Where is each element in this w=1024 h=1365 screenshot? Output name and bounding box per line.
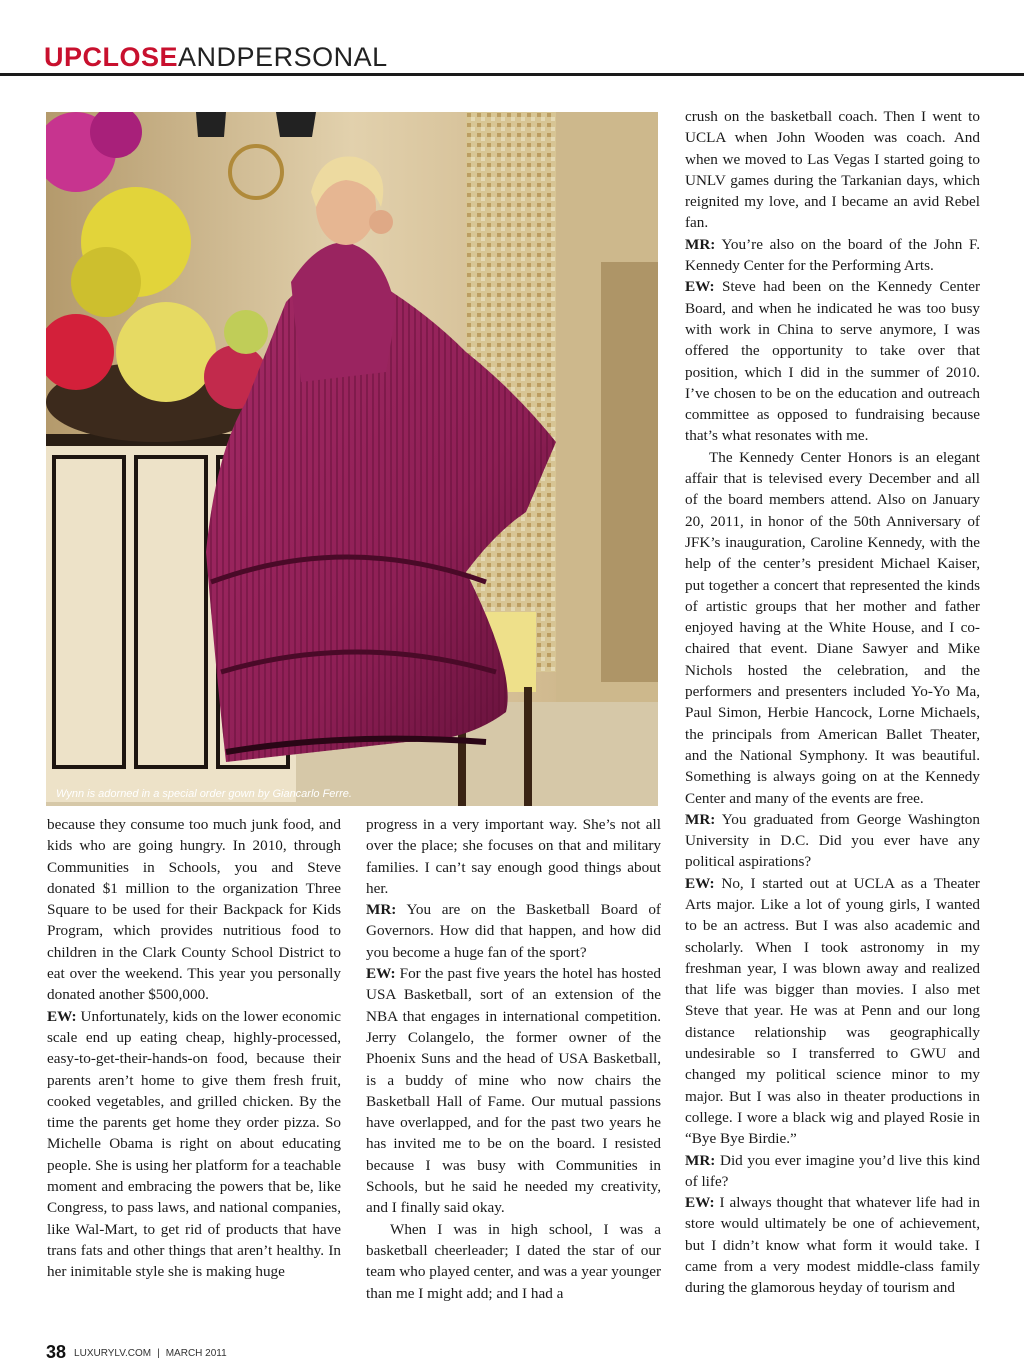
speaker-text: No, I started out at UCLA as a Theater Arts major. Like a lot of young girls, I wanted to be an actress. But I was also academic and scholarly. When I took astronomy in my freshman year, I was blown away and realized that life was bigger than movies. I also met Steve that year. He was at Penn and our long distance relationship was geographically undesirable so I transferred to GWU and changed my political science minor to my major. But I was also in theater productions in college. I wore a black wig and played Rosie in “Bye Bye Birdie.” (685, 874, 980, 1148)
speaker-text: You’re also on the board of the John F. Kennedy Center for the Performing Arts. (685, 235, 980, 275)
article-paragraph (47, 1006, 341, 1283)
article-paragraph (366, 963, 661, 1219)
speaker-text: Did you ever imagine you’d live this kind of life? (685, 1151, 980, 1190)
article-paragraph: The Kennedy Center Honors is an elegant affair that is televised every December and all of the board members attend. Also on January 20, 2011, in honor of the 50th Anniversary of JFK’s inauguration, Caroline Kennedy, with the help of the center’s president Michael Kaiser, put together a concert that represented the kinds of artistic groups that her mother and father enjoyed having at the White House, and I co-chaired that event. Diane Sawyer and Mike Nichols hosted the celebration, and the performers and presenters included Yo-Yo Ma, Paul Simon, Herbie Hancock, Lorne Michaels, the principals from American Ballet Theater, and the National Symphony. It was beautiful. Something is always going on at the Kennedy Center and many of the events are free. (685, 448, 980, 807)
article-paragraph: crush on the basketball coach. Then I went to UCLA when John Wooden was coach. And when we moved to Las Vegas I started going to UNLV games during the Tarkanian days, which reignited my love, and I became an avid Rebel fan. (685, 108, 980, 232)
speaker-label: MR: (366, 901, 397, 919)
speaker-label: MR: (685, 810, 716, 828)
speaker-label: EW: (685, 278, 715, 296)
speaker-label: EW: (366, 965, 396, 983)
feature-photo (46, 112, 658, 806)
article-paragraph (685, 873, 980, 1150)
speaker-text: I always thought that whatever life had in store would ultimately be one of achievement, but I didn’t know what form it would take. I came from a very modest middle-class family during the glamorous heyday of tourism and (685, 1194, 980, 1297)
speaker-text: You graduated from George Washington University in D.C. Did you ever have any political aspirations? (685, 810, 980, 871)
article-paragraph: because they consume too much junk food, and kids who are going hungry. In 2010, through Communities in Schools, you and Steve donated $1 million to the organization Three Square to be used for their Backpack for Kids Program, which provides nutritious food to children in the Clark County School District to eat over the weekend. This year you personally donated another $500,000. (47, 816, 341, 1004)
header-rule (0, 73, 1024, 76)
header-and: AND (178, 42, 237, 72)
speaker-label: MR: (685, 1151, 716, 1169)
article-column-3 (685, 106, 980, 1299)
article-paragraph: When I was in high school, I was a basketball cheerleader; I dated the star of our team who played center, and was a year younger than me I might add; and I had a (366, 1220, 661, 1302)
article-paragraph (685, 1192, 980, 1298)
speaker-text: For the past five years the hotel has hosted USA Basketball, sort of an extension of the NBA that engages in international competition. Jerry Colangelo, the former owner of the Phoenix Suns and the head of USA Basketball, is a buddy of mine who now chairs the Basketball Hall of Fame. Our mutual passions have overlapped, and for the past two years he has invited me to be on the board. I resisted because I was busy with Communities in Schools, but he said he needed my creativity, and I finally said okay. (366, 965, 661, 1217)
article-paragraph (685, 276, 980, 446)
header-upclose: UPCLOSE (44, 42, 179, 72)
article-paragraph (366, 899, 661, 963)
page-number: 38 (46, 1342, 67, 1362)
speaker-label: MR: (685, 235, 716, 253)
article-column-1 (47, 814, 341, 1283)
header-personal: PERSONAL (236, 42, 388, 72)
article-paragraph (685, 1150, 980, 1193)
speaker-label: EW: (685, 874, 715, 892)
photo-caption: Wynn is adorned in a special order gown by Giancarlo Ferre. (56, 788, 352, 800)
speaker-label: EW: (47, 1007, 77, 1025)
speaker-label: EW: (685, 1194, 715, 1212)
speaker-text: You are on the Basketball Board of Governors. How did that happen, and how did you become a huge fan of the sport? (366, 901, 661, 961)
footer-site: LUXURYLV.COM (74, 1348, 152, 1359)
footer-separator: | (157, 1348, 160, 1359)
photo-illustration (46, 112, 658, 806)
page-footer (46, 1342, 227, 1363)
article-column-2 (366, 814, 661, 1304)
article-paragraph (685, 809, 980, 873)
speaker-text: Unfortunately, kids on the lower economic scale end up eating cheap, highly-processed, easy-to-get-their-hands-on food, because their parents aren’t home to give them fresh fruit, cooked vegetables, and grilled chicken. By the time the parents get home they order pizza. So Michelle Obama is right on about educating people. She is using her platform for a teachable moment and embracing the powers that be, like Congress, to pass laws, and national companies, like Wal-Mart, to get rid of products that have trans fats and other things that aren’t healthy. In her inimitable style she is making huge (47, 1007, 341, 1281)
speaker-text: Steve had been on the Kennedy Center Board, and when he indicated he was too busy with work in China to serve anymore, I was offered the opportunity to take over that position, which I did in the summer of 2010. I’ve chosen to be on the education and outreach committee as opposed to fundraising because that’s what resonates with me. (685, 278, 980, 445)
section-header (44, 40, 388, 74)
article-paragraph: progress in a very important way. She’s not all over the place; she focuses on that and military families. I can’t say enough good things about her. (366, 816, 661, 897)
footer-date: MARCH 2011 (165, 1348, 227, 1359)
article-paragraph (685, 234, 980, 277)
